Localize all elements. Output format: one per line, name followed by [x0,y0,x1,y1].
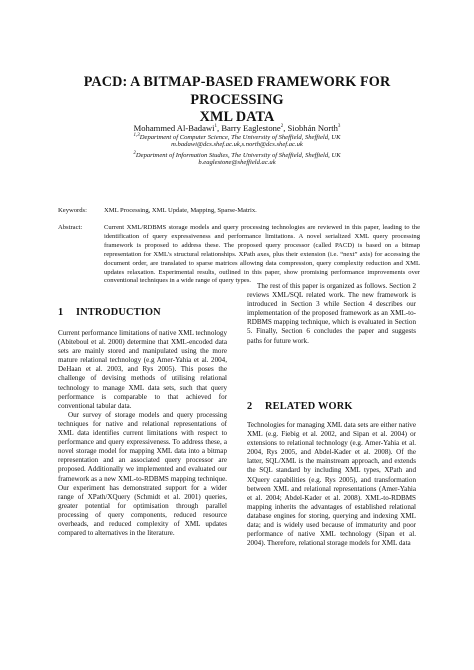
related-work-paragraph-1: Technologies for managing XML data sets are either native XML (e.g. Fiebig et al. 2002, and Sipan et al. 2004) or extensions to relational technology (e.g. Amer-Yahia et al. 2004, Rys 2005, and Abdel-Kader et al. 2008). Of the latter, SQL/XML is the mainstream approach, and extends the SQL standard by including XML types, XPath and XQuery capabilities (e.g. Rys 2005), and transformation between XML and relational representations (Amer-Yahia et al. 2004; Abdel-Kader et al. 2008). XML-to-RDBMS mapping inherits the advantages of established relational database engines for storing, querying and indexing XML data; and is widely used because of immaturity and poor performance of native XML technology (Sipan et al. 2004). Therefore, relational storage models for XML data [247,421,416,548]
right-column-intro [247,282,416,346]
intro-paragraph-2: Our survey of storage models and query processing techniques for native and relational representations of XML data identifies current limitations with respect to performance and query expressiveness. To address these, a novel storage model for mapping XML data into a bitmap representation and an associated query processor are proposed. Additionally we implemented and evaluated our framework as a new XML-to-RDBMS mapping technique. Our experiment has demonstrated support for a wider range of XPath/XQuery (Schmidt et al. 2001) queries, greater potential for optimisation through parallel processing of query components, reduced resource overheads, and reduced complexity of XML updates compared to alternatives in the literature. [58,410,227,538]
author-3-mark: 3 [337,124,341,129]
affiliation-1-mark: 1,3 [133,133,140,138]
intro-paragraph-1: Current performance limitations of native XML technology (Abiteboul et al. 2000) determine that XML-encoded data sets are mainly stored and manipulated using the more mature relational technology (e.g Amer-Yahia et al. 2004, DeHaan et al. 2003, and Rys 2005). This poses the challenge of devising methods of utilising relational technology to manage XML data sets, such that query performance is comparable to that achieved for conventional tabular data. [58,329,227,410]
author-2: Barry Eaglestone [221,122,281,133]
keywords-label: Keywords: [58,207,87,214]
section-1-title: INTRODUCTION [76,307,161,318]
affiliation-2-emails: b.eaglestone@sheffield.ac.uk [198,159,276,166]
section-2-heading [247,401,353,412]
author-separator: , [217,122,222,133]
paper-title [40,74,434,127]
keywords-text: XML Processing, XML Update, Mapping, Sparse-Matrix. [104,207,257,214]
left-column [58,329,227,538]
section-2-number: 2 [247,401,253,412]
affiliation-2-mark: 2 [133,151,136,156]
affiliation-1-text: Department of Computer Science, The University of Sheffield, Sheffield, UK [139,134,341,142]
intro-paragraph-3: The rest of this paper is organized as follows. Section 2 reviews XML/SQL related work. The new framework is introduced in Section 3 while Section 4 describes our implementation of the proposed framework as an XML-to-RDBMS mapping technique, which is evaluated in Section 5. Finally, Section 6 concludes the paper and suggests paths for future work. [247,282,416,345]
affiliation-2-text: Department of Information Studies, The University of Sheffield, Sheffield, UK [135,152,341,160]
author-separator: , [283,122,288,133]
affiliation-1-emails: m.badawi@dcs.shef.ac.uk,s.north@dcs.shef.ac.uk [171,141,303,148]
section-1-heading [58,307,161,318]
title-line-1: PACD: A BITMAP-BASED FRAMEWORK FOR PROCESSING [83,74,391,108]
abstract-text: Current XML/RDBMS storage models and query processing technologies are reviewed in this paper, leading to the identification of query expressiveness and performance limitations. A novel serialized XML query processing framework is proposed to address these. The proposed query processor (called PACD) is based on a bitmap representation for XML's structural relationships. XPath axes, plus their extension (i.e. “next” axis) for accessing the document order, are translated to sparse matrices allowing data compression, query complexity reduction and XML updates relaxation. Experimental results, outlined in this paper, show promising performance improvements over conventional techniques in a wide range of query types. [104,224,420,285]
author-3: Siobhán North [287,122,338,133]
author-2-mark: 2 [280,124,284,129]
section-2-title: RELATED WORK [265,401,353,412]
section-1-number: 1 [58,307,64,318]
title-line-2: XML DATA [199,109,275,125]
right-column-related [247,421,416,548]
abstract-label: Abstract: [58,224,83,231]
author-1-mark: 1 [214,124,218,129]
author-1: Mohammed Al-Badawi [133,122,215,133]
